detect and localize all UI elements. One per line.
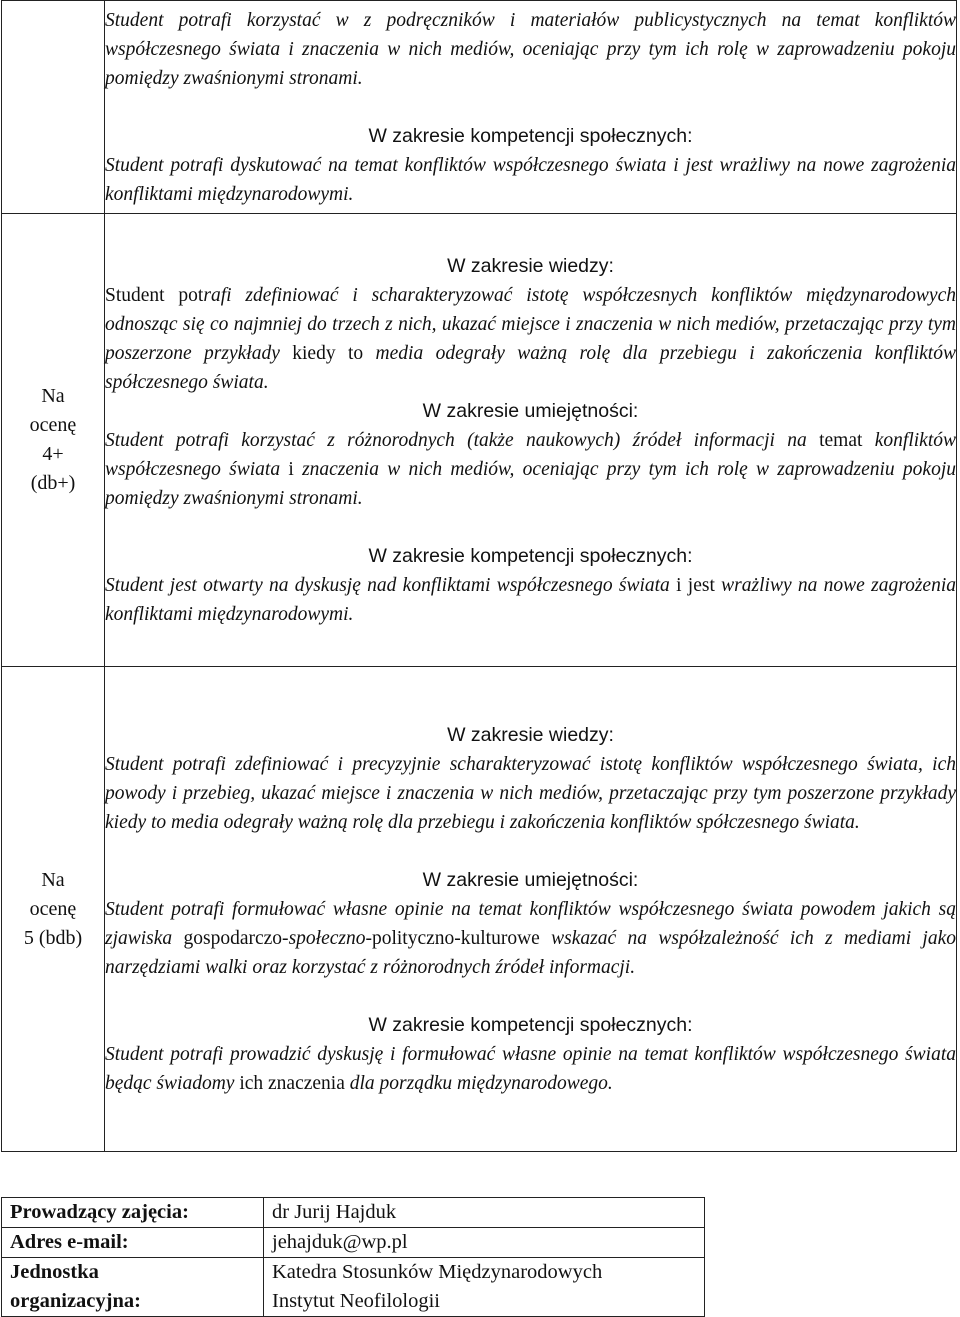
grade-line: 5 (bdb) bbox=[23, 926, 83, 949]
grade-line: ocenę bbox=[29, 897, 77, 920]
criteria-content bbox=[105, 667, 957, 1152]
unit-value-line-2: Instytut Neofilologii bbox=[272, 1290, 440, 1312]
email-value: jehajduk@wp.pl bbox=[264, 1228, 705, 1258]
skills-text: Student potrafi korzystać w z podręczników i materiałów publicystycznych na temat konfliktów współczesnego świata i znaczenia w nich mediów, oceniając przy tym ich rolę w zaprowadzeniu pokoju pomiędzy zwaśnionymi stronami. bbox=[105, 9, 956, 89]
social-competence-text: Student potrafi dyskutować na temat konfliktów współczesnego świata i jest wrażliwy na nowe zagrożenia konfliktami międzynarodowymi. bbox=[105, 154, 956, 205]
skills-heading: W zakresie umiejętności: bbox=[422, 399, 639, 422]
social-competence-heading: W zakresie kompetencji społecznych: bbox=[368, 1013, 693, 1036]
skills-text: Student potrafi korzystać z różnorodnych (także naukowych) źródeł informacji na temat konfliktów współczesnego świata i znaczenia w nich mediów, oceniając przy tym ich rolę w zaprowadzeniu pokoju pomiędzy zwaśnionymi stronami. bbox=[105, 429, 957, 509]
instructor-row bbox=[2, 1198, 705, 1228]
grade-line: Na bbox=[41, 385, 65, 407]
skills-text: Student potrafi formułować własne opinie na temat konfliktów współczesnego świata powodem jakich są zjawiska gospodarczo-społeczno-polityczno-kulturowe wskazać na współzależność ich z mediami jako narzędziami walki oraz korzystać z różnorodnych źródeł informacji. bbox=[105, 898, 957, 978]
unit-value-line-1: Katedra Stosunków Międzynarodowych bbox=[272, 1261, 603, 1283]
criteria-content bbox=[105, 214, 957, 667]
email-row bbox=[2, 1228, 705, 1258]
grade-line: 4+ bbox=[42, 443, 64, 465]
grade-line: (db+) bbox=[30, 472, 76, 494]
social-competence-heading: W zakresie kompetencji społecznych: bbox=[368, 544, 693, 567]
grading-criteria-table bbox=[1, 0, 957, 1152]
unit-label-line-2: organizacyjna: bbox=[10, 1290, 141, 1312]
criteria-row-bdb bbox=[2, 667, 957, 1152]
instructor-value: dr Jurij Hajduk bbox=[264, 1198, 705, 1228]
knowledge-text: Student potrafi zdefiniować i scharakteryzować istotę współczesnych konfliktów międzynarodowych odnosząc się co najmniej do trzech z nich, ukazać miejsce i znaczenia w nich mediów, przetaczając przy tym poszerzone przykłady kiedy to media odegrały ważną rolę dla przebiegu i zakończenia konfliktów spółczesnego świata. bbox=[105, 284, 956, 393]
unit-value bbox=[264, 1258, 705, 1317]
email-label: Adres e-mail: bbox=[2, 1228, 264, 1258]
skills-heading: W zakresie umiejętności: bbox=[422, 868, 639, 891]
contact-table bbox=[1, 1197, 705, 1317]
social-competence-text: Student potrafi prowadzić dyskusję i formułować własne opinie na temat konfliktów współczesnego świata będąc świadomy ich znaczenia dla porządku międzynarodowego. bbox=[105, 1043, 956, 1094]
grade-label-db-plus bbox=[2, 214, 105, 667]
social-competence-heading: W zakresie kompetencji społecznych: bbox=[368, 124, 693, 147]
instructor-label: Prowadzący zajęcia: bbox=[2, 1198, 264, 1228]
grade-line: ocenę bbox=[29, 414, 77, 436]
grade-line: Na bbox=[41, 868, 65, 891]
unit-row bbox=[2, 1258, 705, 1317]
criteria-content bbox=[105, 1, 957, 214]
social-competence-text: Student jest otwarty na dyskusję nad konfliktami współczesnego świata i jest wrażliwy na nowe zagrożenia konfliktami międzynarodowymi. bbox=[105, 574, 956, 625]
knowledge-heading: W zakresie wiedzy: bbox=[447, 254, 614, 277]
unit-label bbox=[2, 1258, 264, 1317]
criteria-row-db-plus bbox=[2, 214, 957, 667]
unit-label-line-1: Jednostka bbox=[10, 1261, 99, 1283]
grade-cell-empty bbox=[2, 1, 105, 214]
knowledge-heading: W zakresie wiedzy: bbox=[447, 723, 614, 746]
knowledge-text: Student potrafi zdefiniować i precyzyjnie scharakteryzować istotę konfliktów współczesnego świata, ich powody i przebieg, ukazać miejsce i znaczenia w nich mediów, przetaczając przy tym poszerzone przykłady kiedy to media odegrały ważną rolę dla przebiegu i zakończenia konfliktów spółczesnego świata. bbox=[105, 753, 956, 833]
criteria-row-continued bbox=[2, 1, 957, 214]
grade-label-bdb bbox=[2, 667, 105, 1152]
